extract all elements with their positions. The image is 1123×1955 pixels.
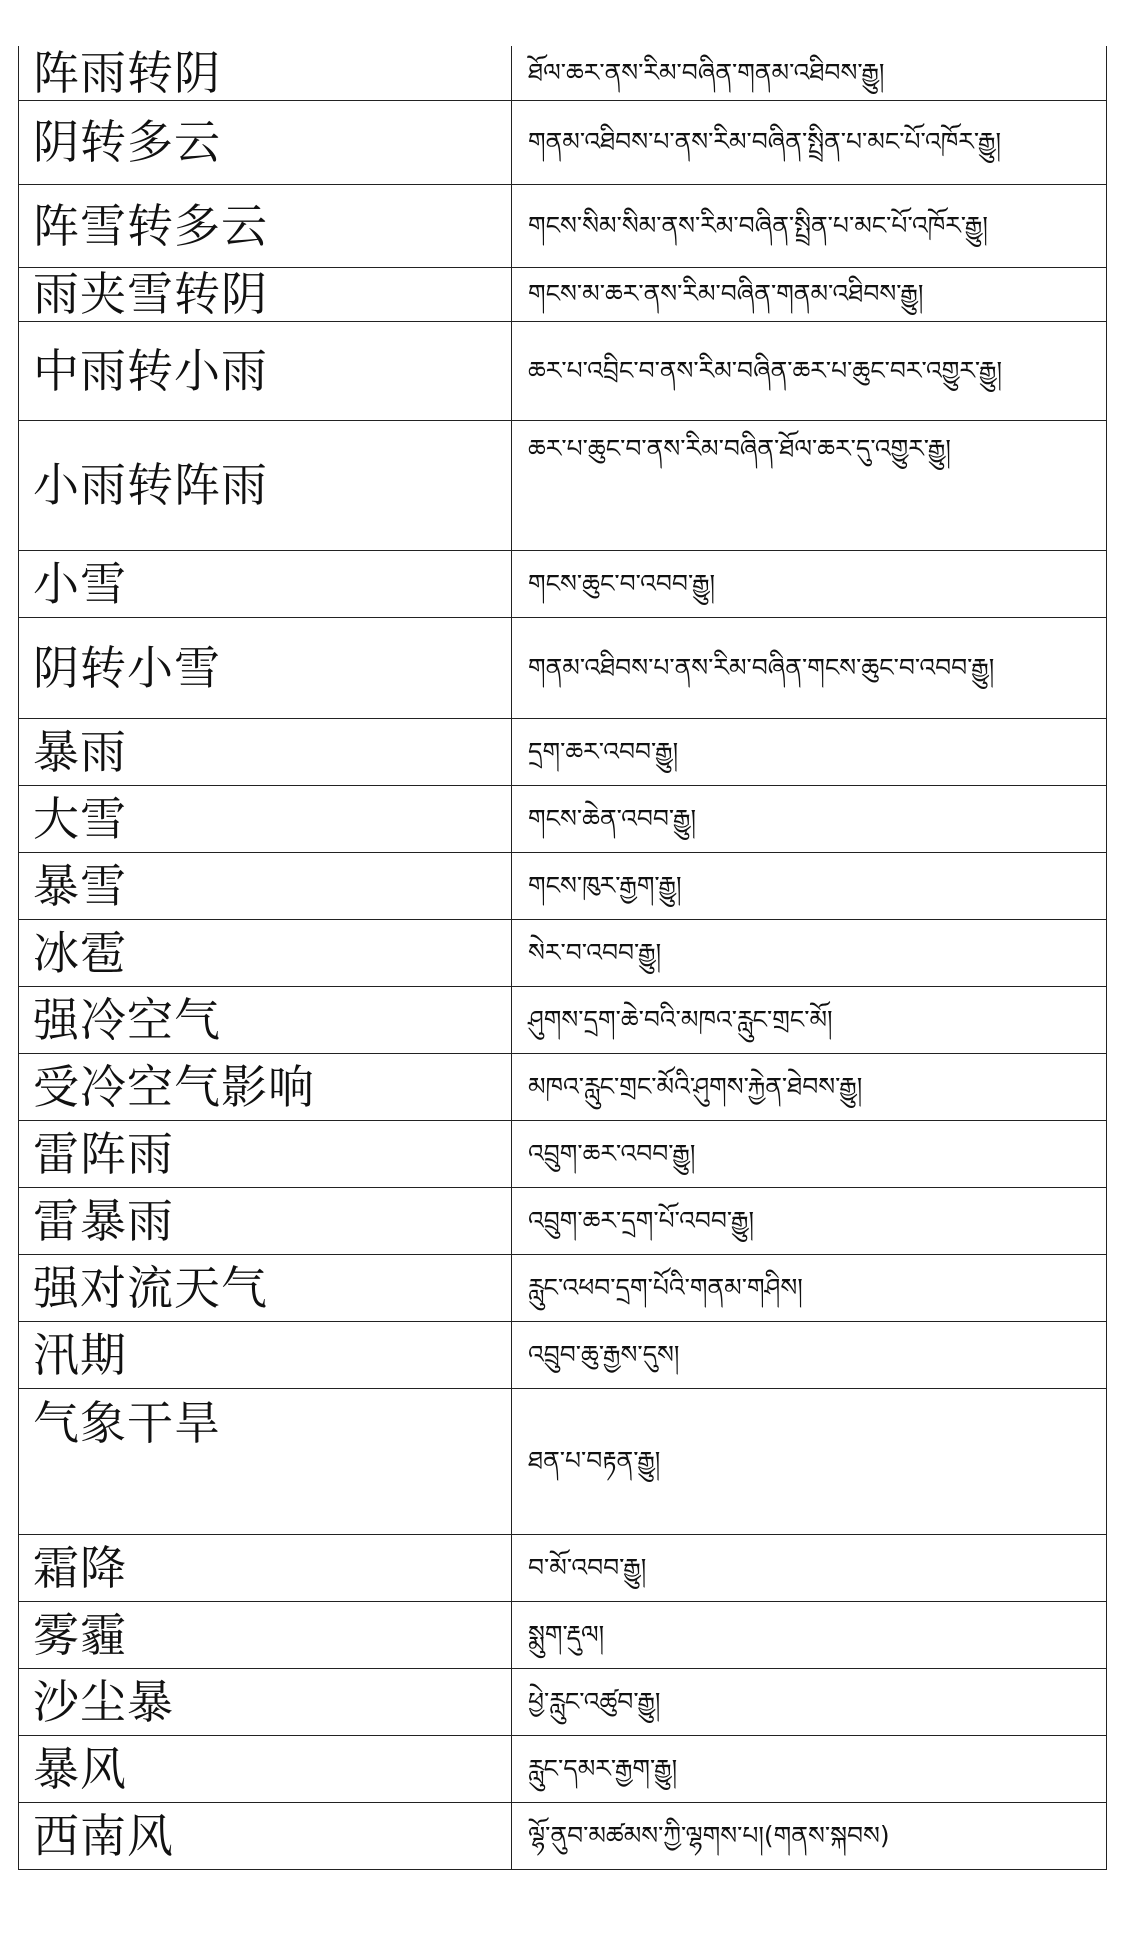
- table-row: [19, 1802, 1107, 1869]
- table-row: [19, 852, 1107, 919]
- table-row: [19, 321, 1107, 420]
- tibetan-term: ལྷོ་ནུབ་མཚམས་ཀྱི་ལྷགས་པ།(གནས་སྐབས): [512, 1802, 1107, 1869]
- chinese-term: 雨夹雪转阴: [19, 267, 512, 321]
- table-row: [19, 785, 1107, 852]
- table-row: [19, 1254, 1107, 1321]
- tibetan-term: ཤུགས་དྲག་ཆེ་བའི་མཁའ་རླུང་གྲང་མོ།: [512, 986, 1107, 1053]
- chinese-term: 大雪: [19, 785, 512, 852]
- chinese-term: 小雨转阵雨: [19, 420, 512, 550]
- table-row: [19, 1388, 1107, 1534]
- tibetan-term: དྲག་ཆར་འབབ་རྒྱུ།: [512, 718, 1107, 785]
- tibetan-term: འབྲུབ་ཆུ་རྒྱས་དུས།: [512, 1321, 1107, 1388]
- tibetan-term: གངས་སིམ་སིམ་ནས་རིམ་བཞིན་སྤྲིན་པ་མང་པོ་འཁོར་རྒྱུ།: [512, 184, 1107, 267]
- chinese-term: 冰雹: [19, 919, 512, 986]
- table-row: [19, 1668, 1107, 1735]
- tibetan-term: ཆར་པ་འབྲིང་བ་ནས་རིམ་བཞིན་ཆར་པ་ཆུང་བར་འགྱུར་རྒྱུ།: [512, 321, 1107, 420]
- chinese-term: 气象干旱: [19, 1388, 512, 1534]
- chinese-term: 强对流天气: [19, 1254, 512, 1321]
- chinese-term: 阵雪转多云: [19, 184, 512, 267]
- chinese-term: 阴转多云: [19, 100, 512, 184]
- chinese-term: 中雨转小雨: [19, 321, 512, 420]
- table-row: [19, 986, 1107, 1053]
- table-row: [19, 1120, 1107, 1187]
- tibetan-term: རླུང་འཕབ་དྲག་པོའི་གནམ་གཤིས།: [512, 1254, 1107, 1321]
- tibetan-term: སེར་བ་འབབ་རྒྱུ།: [512, 919, 1107, 986]
- table-row: [19, 100, 1107, 184]
- table-row: [19, 617, 1107, 718]
- table-row: [19, 718, 1107, 785]
- chinese-term: 霜降: [19, 1534, 512, 1601]
- tibetan-term: ཕྱེ་རླུང་འཚུབ་རྒྱུ།: [512, 1668, 1107, 1735]
- tibetan-term: མཁའ་རླུང་གྲང་མོའི་ཤུགས་རྐྱེན་ཐེབས་རྒྱུ།: [512, 1053, 1107, 1120]
- chinese-term: 阴转小雪: [19, 617, 512, 718]
- tibetan-term: གངས་ཆུང་བ་འབབ་རྒྱུ།: [512, 550, 1107, 617]
- tibetan-term: གངས་ཁུར་རྒྱག་རྒྱུ།: [512, 852, 1107, 919]
- tibetan-term: གངས་མ་ཆར་ནས་རིམ་བཞིན་གནམ་འཐིབས་རྒྱུ།: [512, 267, 1107, 321]
- table-row: [19, 267, 1107, 321]
- chinese-term: 雷阵雨: [19, 1120, 512, 1187]
- chinese-term: 西南风: [19, 1802, 512, 1869]
- tibetan-term: གནམ་འཐིབས་པ་ནས་རིམ་བཞིན་སྤྲིན་པ་མང་པོ་འཁོར་རྒྱུ།: [512, 100, 1107, 184]
- tibetan-term: འབྲུག་ཆར་དྲག་པོ་འབབ་རྒྱུ།: [512, 1187, 1107, 1254]
- chinese-term: 雾霾: [19, 1601, 512, 1668]
- table-row: [19, 1053, 1107, 1120]
- weather-term-table: [18, 46, 1107, 1870]
- chinese-term: 暴雪: [19, 852, 512, 919]
- chinese-term: 雷暴雨: [19, 1187, 512, 1254]
- chinese-term: 小雪: [19, 550, 512, 617]
- chinese-term: 强冷空气: [19, 986, 512, 1053]
- table-row: [19, 1187, 1107, 1254]
- table-row: [19, 1534, 1107, 1601]
- chinese-term: 暴雨: [19, 718, 512, 785]
- tibetan-term: ཐོལ་ཆར་ནས་རིམ་བཞིན་གནམ་འཐིབས་རྒྱུ།: [512, 46, 1107, 100]
- table-row: [19, 1601, 1107, 1668]
- table-row: [19, 1321, 1107, 1388]
- table-row: [19, 919, 1107, 986]
- tibetan-term: གནམ་འཐིབས་པ་ནས་རིམ་བཞིན་གངས་ཆུང་བ་འབབ་རྒྱུ།: [512, 617, 1107, 718]
- table-row: [19, 46, 1107, 100]
- chinese-term: 受冷空气影响: [19, 1053, 512, 1120]
- chinese-term: 沙尘暴: [19, 1668, 512, 1735]
- tibetan-term: སྨུག་རྡུལ།: [512, 1601, 1107, 1668]
- chinese-term: 暴风: [19, 1735, 512, 1802]
- table-row: [19, 420, 1107, 550]
- tibetan-term: བ་མོ་འབབ་རྒྱུ།: [512, 1534, 1107, 1601]
- table-row: [19, 550, 1107, 617]
- table-row: [19, 1735, 1107, 1802]
- tibetan-term: རླུང་དམར་རྒྱག་རྒྱུ།: [512, 1735, 1107, 1802]
- chinese-term: 汛期: [19, 1321, 512, 1388]
- tibetan-term: འབྲུག་ཆར་འབབ་རྒྱུ།: [512, 1120, 1107, 1187]
- tibetan-term: གངས་ཆེན་འབབ་རྒྱུ།: [512, 785, 1107, 852]
- table-row: [19, 184, 1107, 267]
- tibetan-term: ཐན་པ་བརྟན་རྒྱུ།: [512, 1388, 1107, 1534]
- tibetan-term: ཆར་པ་ཆུང་བ་ནས་རིམ་བཞིན་ཐོལ་ཆར་དུ་འགྱུར་རྒྱུ།: [512, 420, 1107, 550]
- chinese-term: 阵雨转阴: [19, 46, 512, 100]
